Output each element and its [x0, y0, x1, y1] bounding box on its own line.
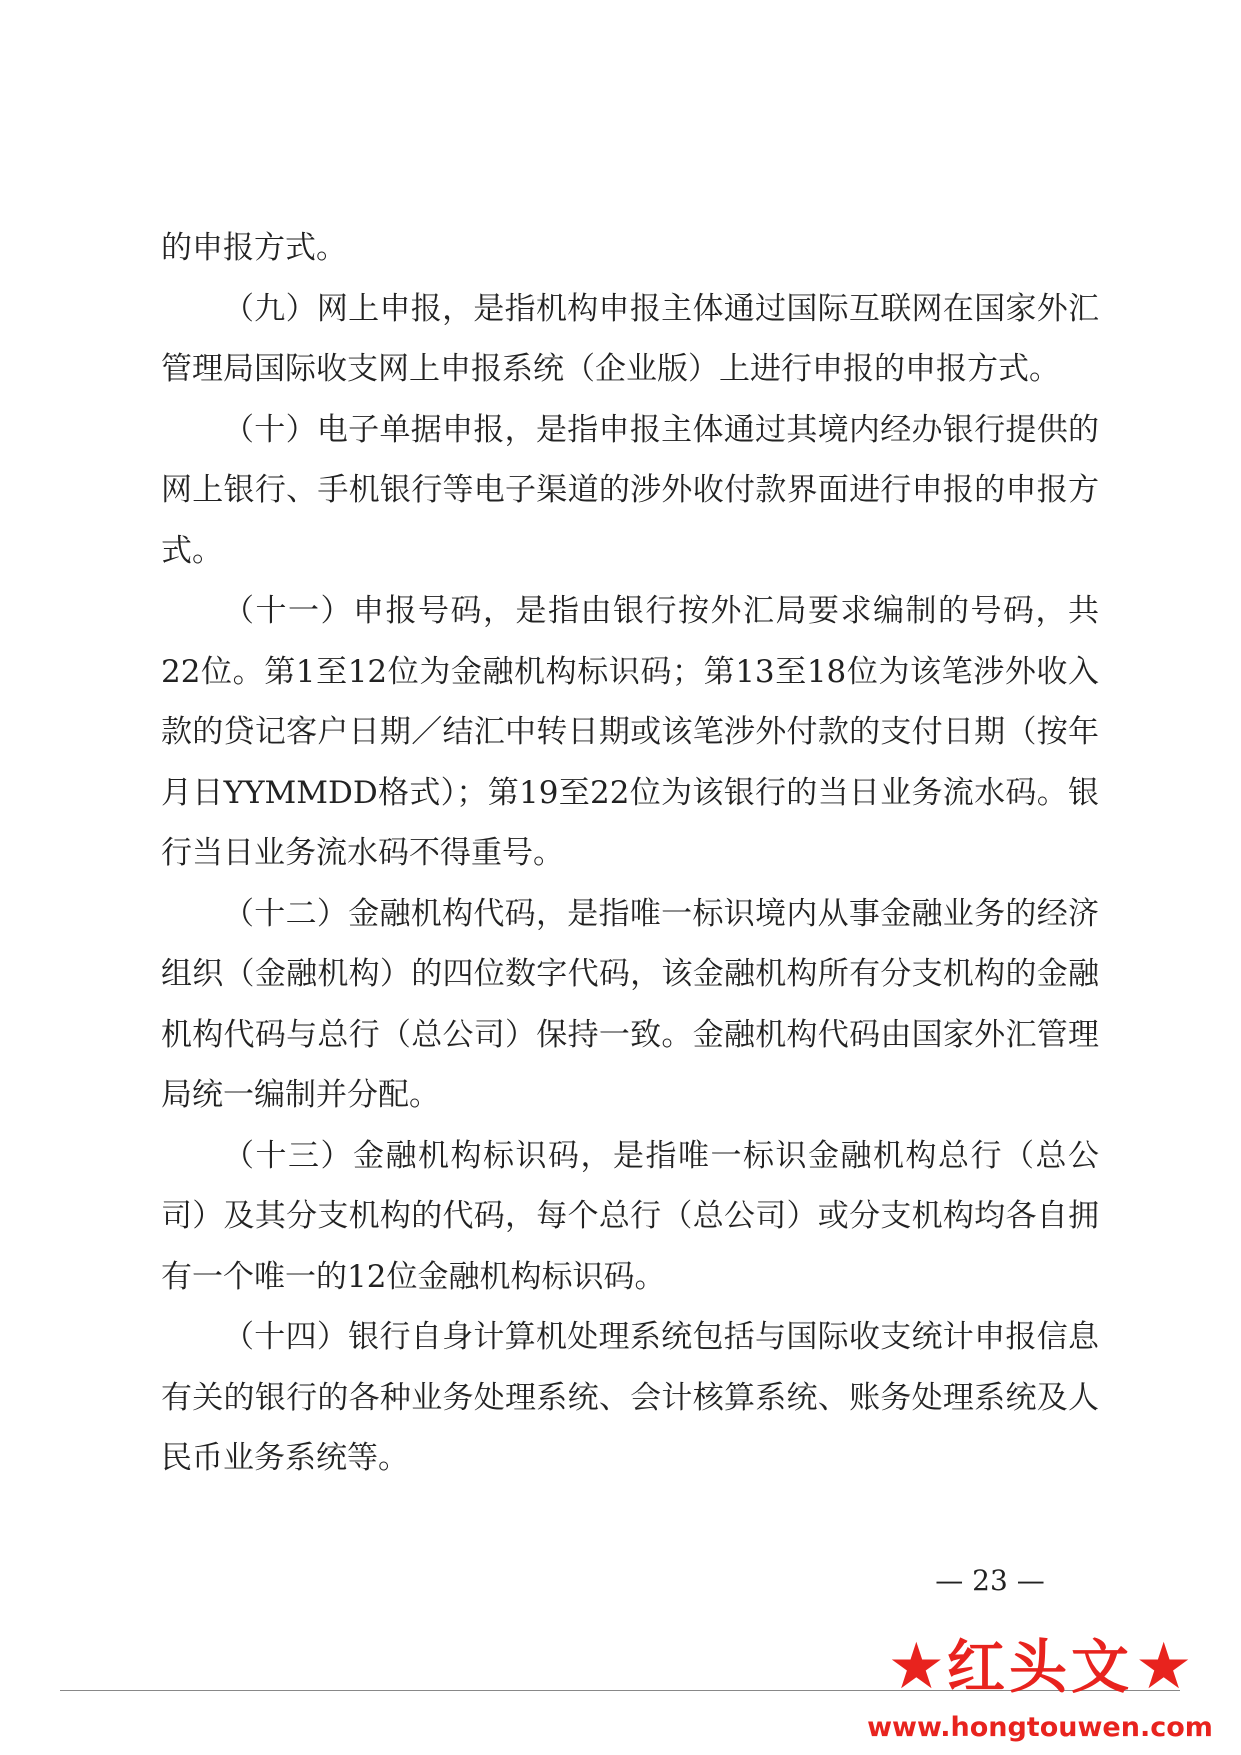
paragraph-item-10: （十）电子单据申报，是指申报主体通过其境内经办银行提供的网上银行、手机银行等电子渠道的涉外收付款界面进行申报的申报方式。 [161, 411, 1099, 569]
paragraph-continuation: 的申报方式。 [161, 230, 347, 266]
star-icon: ★ [1135, 1630, 1193, 1704]
paragraph-item-12: （十二）金融机构代码，是指唯一标识境内从事金融业务的经济组织（金融机构）的四位数字代码，该金融机构所有分支机构的金融机构代码与总行（总公司）保持一致。金融机构代码由国家外汇管理局统一编制并分配。 [161, 895, 1099, 1113]
paragraph-item-11: （十一）申报号码，是指由银行按外汇局要求编制的号码，共22位。第1至12位为金融机构标识码；第13至18位为该笔涉外收入款的贷记客户日期／结汇中转日期或该笔涉外付款的支付日期（按年月日YYMMDD格式）；第19至22位为该银行的当日业务流水码。银行当日业务流水码不得重号。 [161, 593, 1099, 871]
star-icon: ★ [887, 1630, 945, 1704]
paragraph-item-14: （十四）银行自身计算机处理系统包括与国际收支统计申报信息有关的银行的各种业务处理系统、会计核算系统、账务处理系统及人民币业务系统等。 [161, 1319, 1099, 1476]
paragraph-item-9: （九）网上申报，是指机构申报主体通过国际互联网在国家外汇管理局国际收支网上申报系统（企业版）上进行申报的申报方式。 [161, 290, 1099, 387]
document-body [161, 218, 1099, 1489]
watermark-url: www.hongtouwen.com [867, 1712, 1213, 1743]
paragraph-item-13: （十三）金融机构标识码，是指唯一标识金融机构总行（总公司）及其分支机构的代码，每个总行（总公司）或分支机构均各自拥有一个唯一的12位金融机构标识码。 [161, 1137, 1099, 1295]
page-number: — 23 — [935, 1564, 1045, 1597]
watermark-banner [860, 1625, 1220, 1710]
watermark-logo [860, 1625, 1220, 1750]
watermark-brand: 红头文 [946, 1633, 1133, 1701]
